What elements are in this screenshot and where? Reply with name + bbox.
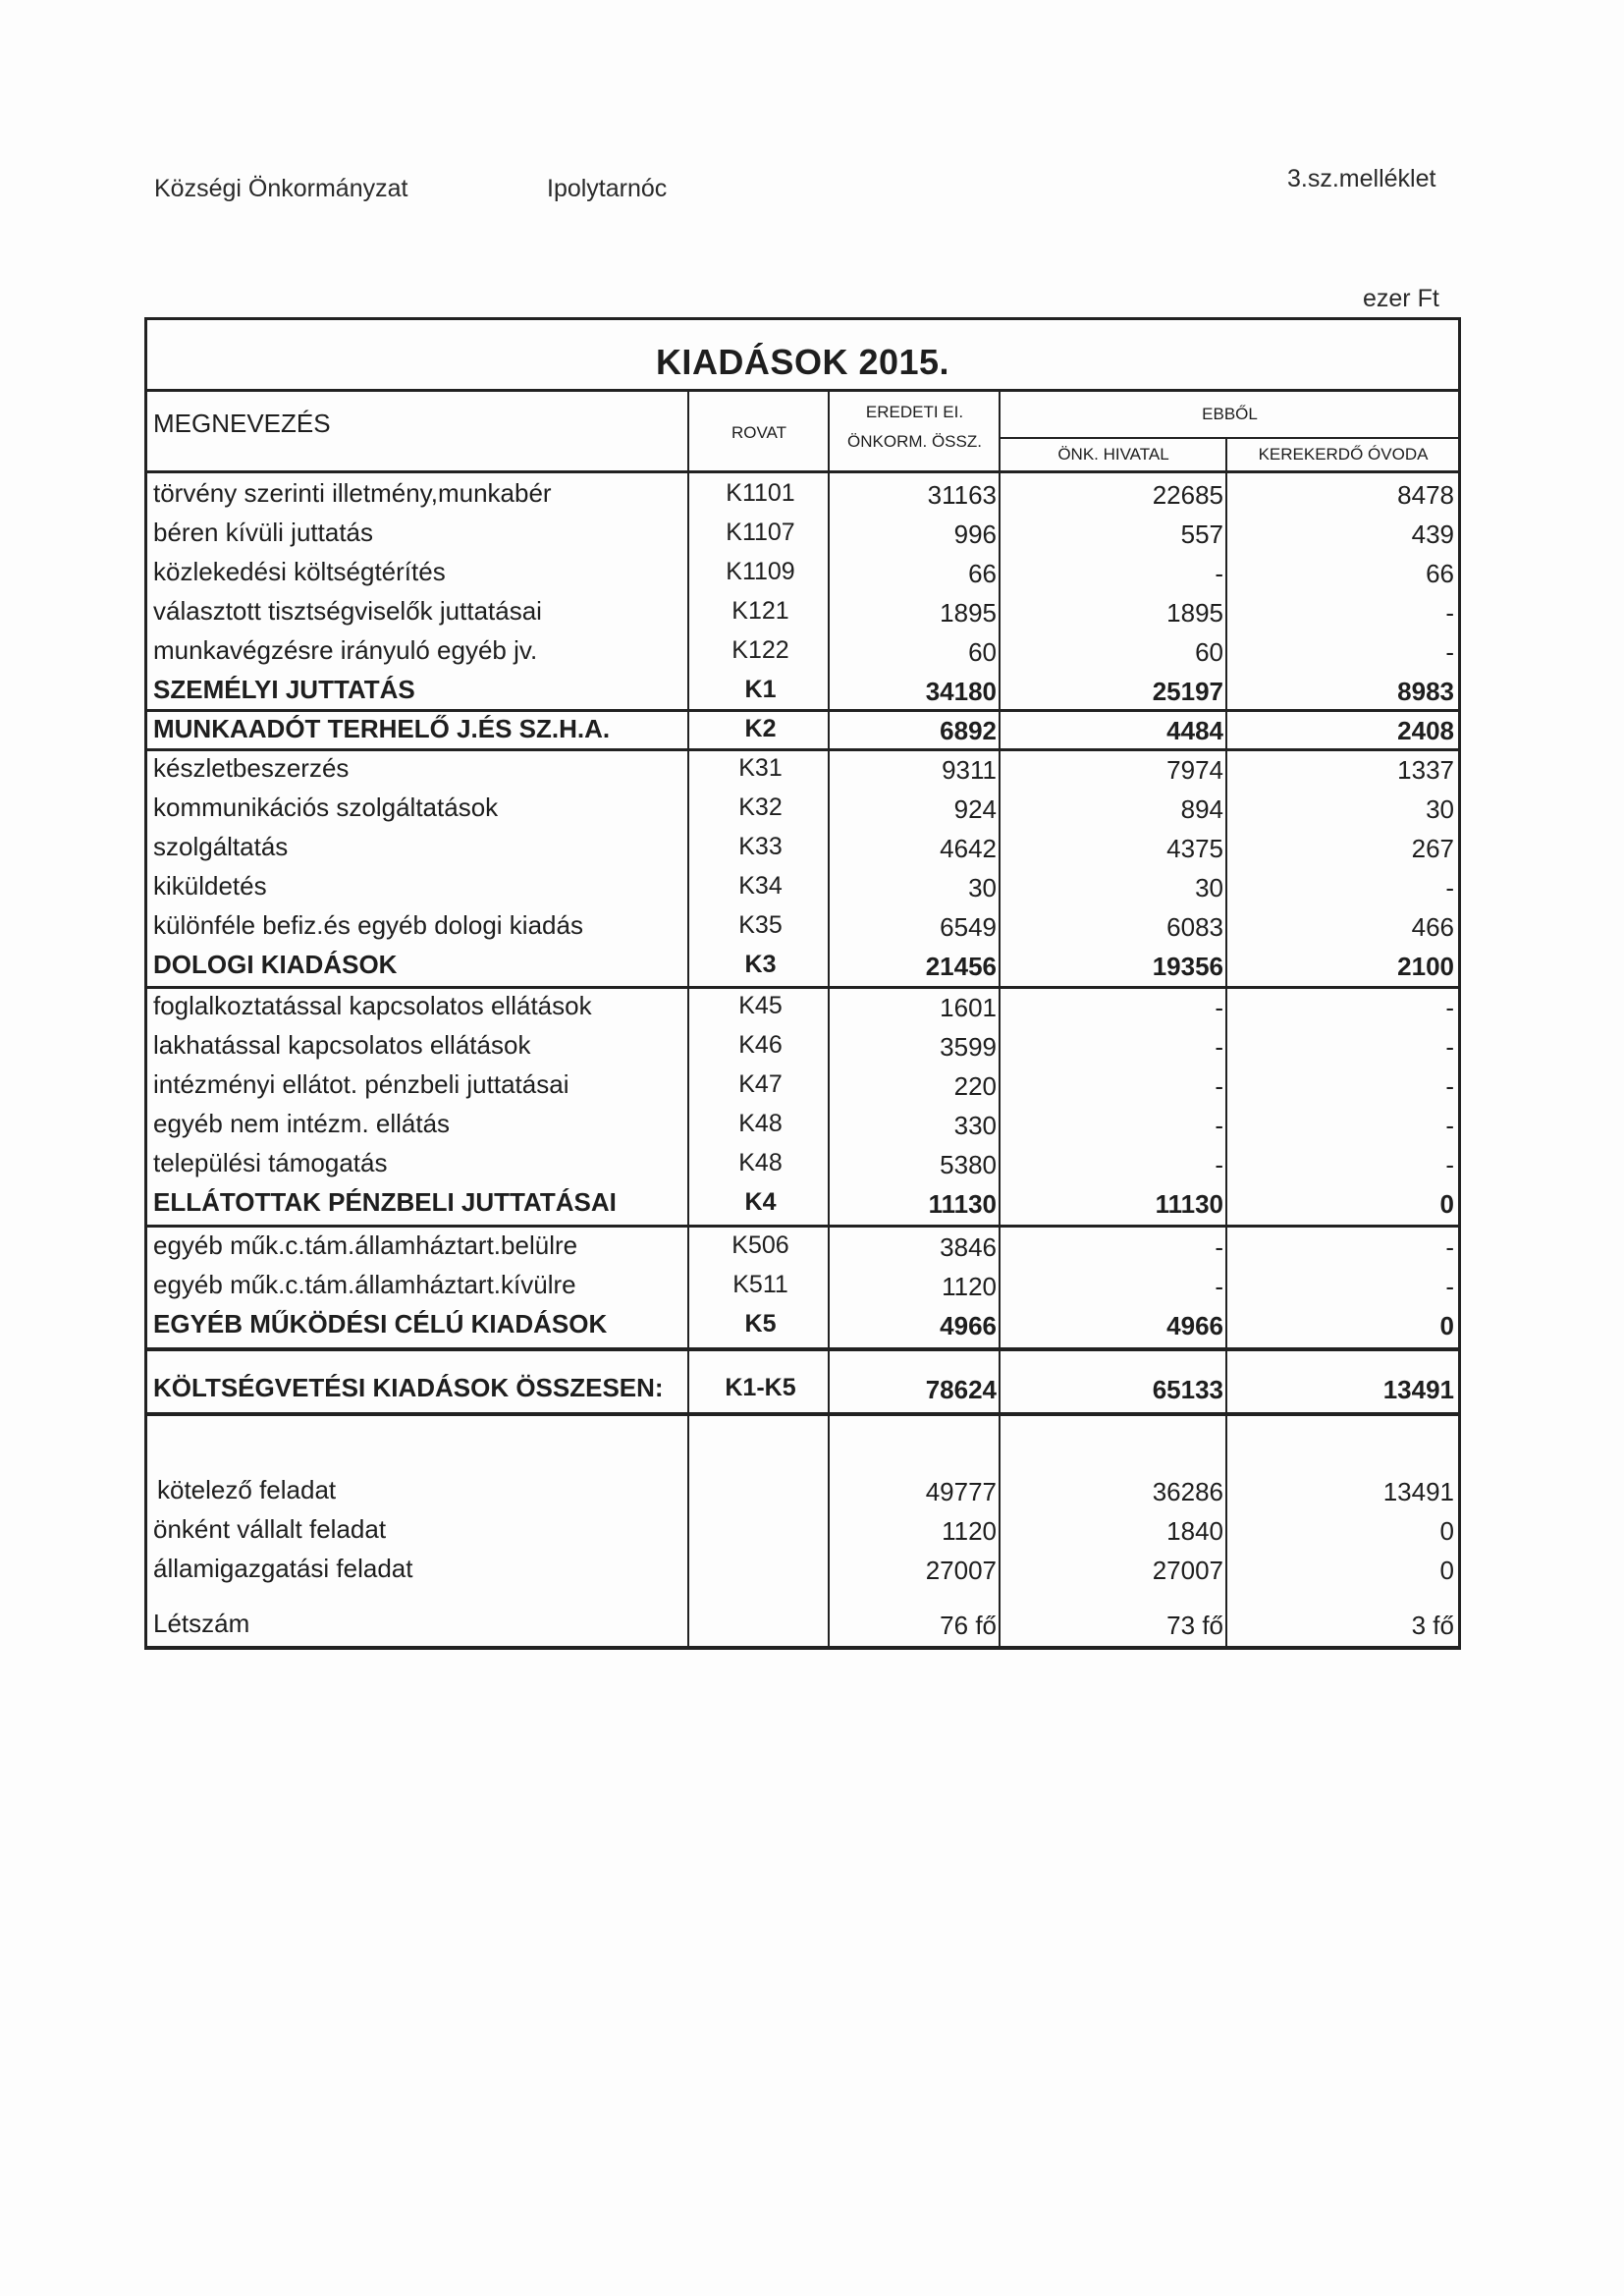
column-header-rovat: ROVAT xyxy=(731,423,787,442)
table-row xyxy=(147,1227,1458,1266)
row-rovat: K35 xyxy=(738,911,783,939)
row-rovat: K34 xyxy=(738,872,783,900)
row-kindergarten: 439 xyxy=(1411,519,1454,549)
column-header-original-2: ÖNKORM. ÖSSZ. xyxy=(847,432,982,451)
row-kindergarten: 1337 xyxy=(1397,755,1454,785)
row-kindergarten: - xyxy=(1445,637,1454,667)
row-rovat: K45 xyxy=(738,992,783,1019)
row-name: választott tisztségviselők juttatásai xyxy=(153,596,542,626)
row-total: 6549 xyxy=(940,912,997,942)
row-kindergarten: 13491 xyxy=(1382,1477,1454,1506)
row-total: 1601 xyxy=(940,993,997,1022)
row-rovat: K1 xyxy=(744,676,777,703)
row-kindergarten: 0 xyxy=(1439,1556,1454,1585)
row-kindergarten: 0 xyxy=(1439,1189,1454,1219)
row-kindergarten: - xyxy=(1445,993,1454,1022)
column-header-office: ÖNK. HIVATAL xyxy=(1057,445,1169,464)
subtotal-row xyxy=(147,710,1458,749)
row-kindergarten: 0 xyxy=(1439,1311,1454,1340)
table-row xyxy=(147,553,1458,592)
headcount-row xyxy=(147,1605,1458,1644)
row-name: foglalkoztatással kapcsolatos ellátások xyxy=(153,991,592,1020)
row-name: MUNKAADÓT TERHELŐ J.ÉS SZ.H.A. xyxy=(153,714,611,743)
row-kindergarten: 8478 xyxy=(1397,480,1454,510)
row-total: 1120 xyxy=(942,1272,997,1301)
divider xyxy=(147,709,1458,712)
row-office: 1895 xyxy=(1166,598,1223,628)
row-total: 4642 xyxy=(940,834,997,863)
row-kindergarten: 466 xyxy=(1411,912,1454,942)
row-name: szolgáltatás xyxy=(153,832,289,861)
column-header-original-1: EREDETI EI. xyxy=(865,403,964,421)
expenditure-table xyxy=(144,317,1461,1650)
table-row xyxy=(147,1066,1458,1105)
divider xyxy=(147,748,1458,751)
row-kindergarten: 3 fő xyxy=(1411,1611,1454,1640)
row-name: EGYÉB MŰKÖDÉSI CÉLÚ KIADÁSOK xyxy=(153,1309,608,1339)
column-header-name: MEGNEVEZÉS xyxy=(153,409,331,438)
row-name: egyéb műk.c.tám.államháztart.kívülre xyxy=(153,1270,576,1299)
row-total: 78624 xyxy=(925,1375,997,1404)
table-row xyxy=(147,1266,1458,1305)
row-kindergarten: - xyxy=(1445,598,1454,628)
table-row xyxy=(147,906,1458,946)
task-row xyxy=(147,1510,1458,1550)
row-rovat: K4 xyxy=(744,1188,777,1216)
row-office: - xyxy=(1215,1272,1223,1301)
table-row xyxy=(147,828,1458,867)
row-rovat: K2 xyxy=(744,715,777,742)
task-row xyxy=(147,1471,1458,1510)
table-row xyxy=(147,592,1458,631)
row-name: különféle befiz.és egyéb dologi kiadás xyxy=(153,910,583,940)
row-office: 25197 xyxy=(1152,677,1223,706)
row-office: 894 xyxy=(1180,794,1223,824)
row-office: 557 xyxy=(1180,519,1223,549)
row-name: egyéb nem intézm. ellátás xyxy=(153,1109,451,1138)
divider xyxy=(147,389,1458,392)
row-office: 11130 xyxy=(1155,1189,1223,1219)
row-name: államigazgatási feladat xyxy=(153,1554,413,1583)
subtotal-row xyxy=(147,671,1458,710)
row-total: 924 xyxy=(953,794,997,824)
row-rovat: K511 xyxy=(732,1271,788,1298)
row-total: 1120 xyxy=(942,1516,997,1546)
column-header-kindergarten: KEREKERDŐ ÓVODA xyxy=(1258,445,1429,464)
row-name: DOLOGI KIADÁSOK xyxy=(153,950,398,979)
row-office: 4375 xyxy=(1166,834,1223,863)
row-rovat: K3 xyxy=(744,951,777,978)
row-office: 7974 xyxy=(1166,755,1223,785)
row-office: - xyxy=(1215,559,1223,588)
row-office: - xyxy=(1215,1111,1223,1140)
divider xyxy=(147,1225,1458,1228)
row-rovat: K1107 xyxy=(726,519,795,546)
row-kindergarten: - xyxy=(1445,1071,1454,1101)
row-total: 9311 xyxy=(942,755,997,785)
row-kindergarten: 267 xyxy=(1411,834,1454,863)
table-row xyxy=(147,1144,1458,1183)
subtotal-row xyxy=(147,946,1458,985)
row-name: kiküldetés xyxy=(153,871,267,901)
row-office: 19356 xyxy=(1152,952,1223,981)
row-name: törvény szerinti illetmény,munkabér xyxy=(153,478,552,508)
row-rovat: K33 xyxy=(738,833,783,860)
row-kindergarten: - xyxy=(1445,1272,1454,1301)
row-rovat: K48 xyxy=(738,1110,783,1137)
row-name: intézményi ellátot. pénzbeli juttatásai xyxy=(153,1069,569,1099)
table-row xyxy=(147,1026,1458,1066)
table-row xyxy=(147,514,1458,553)
row-total: 6892 xyxy=(940,716,997,745)
row-kindergarten: 13491 xyxy=(1382,1375,1454,1404)
row-total: 49777 xyxy=(925,1477,997,1506)
row-total: 330 xyxy=(953,1111,997,1140)
column-header-of-which: EBBŐL xyxy=(1202,405,1258,423)
divider xyxy=(147,986,1458,989)
row-name: egyéb műk.c.tám.államháztart.belülre xyxy=(153,1230,578,1260)
row-total: 5380 xyxy=(940,1150,997,1179)
row-kindergarten: - xyxy=(1445,1032,1454,1062)
subtotal-row xyxy=(147,1305,1458,1344)
row-office: 22685 xyxy=(1152,480,1223,510)
table-row xyxy=(147,789,1458,828)
table-row xyxy=(147,749,1458,789)
row-office: 27007 xyxy=(1152,1556,1223,1585)
row-name: ELLÁTOTTAK PÉNZBELI JUTTATÁSAI xyxy=(153,1187,617,1217)
row-kindergarten: 8983 xyxy=(1397,677,1454,706)
grand-total-row xyxy=(147,1369,1458,1408)
subtotal-row xyxy=(147,1183,1458,1223)
row-office: - xyxy=(1215,1232,1223,1262)
row-total: 27007 xyxy=(925,1556,997,1585)
table-row xyxy=(147,987,1458,1026)
row-total: 11130 xyxy=(928,1189,997,1219)
row-kindergarten: 2100 xyxy=(1397,952,1454,981)
divider xyxy=(147,1412,1458,1416)
row-office: 73 fő xyxy=(1166,1611,1223,1640)
row-total: 34180 xyxy=(925,677,997,706)
row-kindergarten: - xyxy=(1445,1150,1454,1179)
row-kindergarten: - xyxy=(1445,873,1454,902)
row-kindergarten: 2408 xyxy=(1397,716,1454,745)
row-name: Létszám xyxy=(153,1609,250,1638)
row-total: 21456 xyxy=(925,952,997,981)
row-kindergarten: 0 xyxy=(1439,1516,1454,1546)
row-kindergarten: - xyxy=(1445,1111,1454,1140)
row-name: kommunikációs szolgáltatások xyxy=(153,793,499,822)
table-row xyxy=(147,1105,1458,1144)
unit-label: ezer Ft xyxy=(1363,285,1439,312)
divider xyxy=(147,470,1458,473)
divider xyxy=(147,1347,1458,1351)
row-office: 1840 xyxy=(1166,1516,1223,1546)
row-rovat: K46 xyxy=(738,1031,783,1059)
row-office: 65133 xyxy=(1152,1375,1223,1404)
row-name: béren kívüli juttatás xyxy=(153,518,374,547)
row-rovat: K121 xyxy=(731,597,789,625)
row-name: munkavégzésre irányuló egyéb jv. xyxy=(153,635,538,665)
table-title: KIADÁSOK 2015. xyxy=(655,342,950,382)
row-total: 31163 xyxy=(927,480,997,510)
row-rovat: K1101 xyxy=(726,479,795,507)
row-office: - xyxy=(1215,993,1223,1022)
row-rovat: K32 xyxy=(738,793,783,821)
row-office: - xyxy=(1215,1032,1223,1062)
table-row xyxy=(147,631,1458,671)
annex-label: 3.sz.melléklet xyxy=(1287,165,1436,192)
row-name: lakhatással kapcsolatos ellátások xyxy=(153,1030,531,1060)
row-name: közlekedési költségtérítés xyxy=(153,557,446,586)
row-rovat: K506 xyxy=(731,1231,789,1259)
row-name: SZEMÉLYI JUTTATÁS xyxy=(153,675,415,704)
row-kindergarten: 66 xyxy=(1426,559,1454,588)
row-kindergarten: - xyxy=(1445,1232,1454,1262)
divider xyxy=(999,437,1458,439)
row-total: 30 xyxy=(968,873,997,902)
row-office: 30 xyxy=(1195,873,1223,902)
task-row xyxy=(147,1550,1458,1589)
row-rovat: K47 xyxy=(738,1070,783,1098)
row-office: 60 xyxy=(1195,637,1223,667)
table-row xyxy=(147,867,1458,906)
row-total: 996 xyxy=(953,519,997,549)
row-office: - xyxy=(1215,1150,1223,1179)
row-office: 36286 xyxy=(1152,1477,1223,1506)
row-total: 60 xyxy=(968,637,997,667)
row-total: 3846 xyxy=(940,1232,997,1262)
row-rovat: K31 xyxy=(738,754,783,782)
row-office: 4484 xyxy=(1166,716,1223,745)
row-rovat: K48 xyxy=(738,1149,783,1176)
row-office: - xyxy=(1215,1071,1223,1101)
row-total: 4966 xyxy=(940,1311,997,1340)
row-office: 6083 xyxy=(1166,912,1223,942)
row-total: 66 xyxy=(968,559,997,588)
row-name: kötelező feladat xyxy=(157,1475,337,1504)
row-kindergarten: 30 xyxy=(1426,794,1454,824)
row-rovat: K5 xyxy=(744,1310,777,1338)
row-total: 1895 xyxy=(940,598,997,628)
row-rovat: K1-K5 xyxy=(725,1374,796,1401)
row-name: önként vállalt feladat xyxy=(153,1514,387,1544)
row-name: készletbeszerzés xyxy=(153,753,350,783)
table-row xyxy=(147,474,1458,514)
row-rovat: K1109 xyxy=(726,558,795,585)
row-office: 4966 xyxy=(1166,1311,1223,1340)
place-name: Ipolytarnóc xyxy=(547,175,668,202)
row-total: 3599 xyxy=(940,1032,997,1062)
organization-name: Községi Önkormányzat xyxy=(154,175,408,202)
row-rovat: K122 xyxy=(731,636,789,664)
row-total: 220 xyxy=(953,1071,997,1101)
row-total: 76 fő xyxy=(940,1611,997,1640)
row-name: települési támogatás xyxy=(153,1148,388,1177)
row-name: KÖLTSÉGVETÉSI KIADÁSOK ÖSSZESEN: xyxy=(153,1373,664,1402)
